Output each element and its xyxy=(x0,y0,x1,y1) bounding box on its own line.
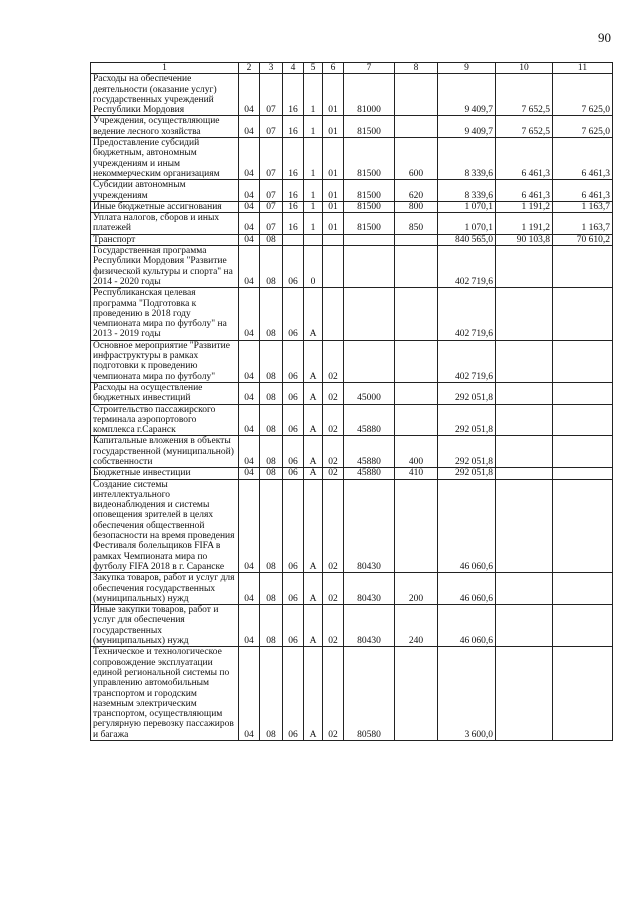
table-row xyxy=(91,479,613,573)
row-name: Капитальные вложения в объекты государственной (муниципальной) собственности xyxy=(91,436,239,468)
expense-type-code xyxy=(395,74,438,116)
expense-type-code xyxy=(395,404,438,436)
direction-code: 45880 xyxy=(344,404,395,436)
section-code: 04 xyxy=(239,74,260,116)
column-header: 9 xyxy=(438,63,496,74)
section-code: 04 xyxy=(239,479,260,573)
section-code: 04 xyxy=(239,340,260,382)
column-header: 11 xyxy=(553,63,613,74)
row-name: Закупка товаров, работ и услуг для обеспечения государственных (муниципальных) нужд xyxy=(91,573,239,605)
table-row xyxy=(91,647,613,741)
program-code: 16 xyxy=(283,201,304,212)
amount-col-11 xyxy=(553,404,613,436)
event-code xyxy=(323,288,344,340)
subprogram-code: А xyxy=(304,288,323,340)
program-code: 16 xyxy=(283,138,304,180)
column-header: 2 xyxy=(239,63,260,74)
program-code: 06 xyxy=(283,647,304,741)
subsection-code: 08 xyxy=(260,605,283,647)
amount-col-11: 70 610,2 xyxy=(553,234,613,245)
amount-col-10 xyxy=(496,468,553,479)
amount-col-10: 90 103,8 xyxy=(496,234,553,245)
subsection-code: 08 xyxy=(260,436,283,468)
amount-col-9: 1 070,1 xyxy=(438,213,496,235)
direction-code: 45880 xyxy=(344,468,395,479)
table-row xyxy=(91,74,613,116)
program-code: 16 xyxy=(283,74,304,116)
table-row xyxy=(91,605,613,647)
event-code: 02 xyxy=(323,340,344,382)
table-row xyxy=(91,288,613,340)
program-code: 06 xyxy=(283,382,304,404)
amount-col-11: 7 625,0 xyxy=(553,74,613,116)
amount-col-10 xyxy=(496,605,553,647)
amount-col-10: 7 652,5 xyxy=(496,74,553,116)
amount-col-9: 1 070,1 xyxy=(438,201,496,212)
column-header: 7 xyxy=(344,63,395,74)
amount-col-10 xyxy=(496,479,553,573)
amount-col-11 xyxy=(553,340,613,382)
column-header: 10 xyxy=(496,63,553,74)
amount-col-11: 6 461,3 xyxy=(553,180,613,202)
subprogram-code: 0 xyxy=(304,246,323,288)
row-name: Строительство пассажирского терминала аэропортового комплекса г.Саранск xyxy=(91,404,239,436)
direction-code: 81500 xyxy=(344,116,395,138)
table-row xyxy=(91,246,613,288)
row-name: Основное мероприятие "Развитие инфраструктуры в рамках подготовки к проведению чемпионата мира по футболу" xyxy=(91,340,239,382)
row-name: Расходы на осуществление бюджетных инвестиций xyxy=(91,382,239,404)
amount-col-11: 6 461,3 xyxy=(553,138,613,180)
amount-col-9: 46 060,6 xyxy=(438,605,496,647)
subsection-code: 07 xyxy=(260,213,283,235)
program-code: 06 xyxy=(283,468,304,479)
section-code: 04 xyxy=(239,116,260,138)
column-header: 8 xyxy=(395,63,438,74)
amount-col-11: 1 163,7 xyxy=(553,201,613,212)
expense-type-code: 850 xyxy=(395,213,438,235)
column-header: 1 xyxy=(91,63,239,74)
table-row xyxy=(91,201,613,212)
row-name: Транспорт xyxy=(91,234,239,245)
event-code: 02 xyxy=(323,382,344,404)
expense-type-code xyxy=(395,234,438,245)
amount-col-9: 46 060,6 xyxy=(438,573,496,605)
amount-col-9: 9 409,7 xyxy=(438,74,496,116)
row-name: Государственная программа Республики Мордовия "Развитие физической культуры и спорта" на 2014 - 2020 годы xyxy=(91,246,239,288)
row-name: Учреждения, осуществляющие ведение лесного хозяйства xyxy=(91,116,239,138)
subsection-code: 08 xyxy=(260,234,283,245)
subprogram-code: 1 xyxy=(304,74,323,116)
subprogram-code: А xyxy=(304,404,323,436)
row-name: Иные бюджетные ассигнования xyxy=(91,201,239,212)
program-code: 06 xyxy=(283,436,304,468)
direction-code: 80430 xyxy=(344,605,395,647)
amount-col-9: 8 339,6 xyxy=(438,180,496,202)
table-row xyxy=(91,138,613,180)
amount-col-10 xyxy=(496,288,553,340)
table-body xyxy=(91,74,613,741)
amount-col-10 xyxy=(496,436,553,468)
amount-col-10: 7 652,5 xyxy=(496,116,553,138)
subsection-code: 08 xyxy=(260,382,283,404)
subprogram-code: А xyxy=(304,647,323,741)
amount-col-10: 1 191,2 xyxy=(496,201,553,212)
section-code: 04 xyxy=(239,404,260,436)
program-code: 16 xyxy=(283,213,304,235)
row-name: Бюджетные инвестиции xyxy=(91,468,239,479)
amount-col-11 xyxy=(553,468,613,479)
table-row xyxy=(91,436,613,468)
subprogram-code: А xyxy=(304,479,323,573)
amount-col-11 xyxy=(553,605,613,647)
section-code: 04 xyxy=(239,468,260,479)
table-row xyxy=(91,573,613,605)
program-code: 06 xyxy=(283,288,304,340)
subprogram-code: 1 xyxy=(304,138,323,180)
event-code xyxy=(323,234,344,245)
subprogram-code: 1 xyxy=(304,116,323,138)
subprogram-code: 1 xyxy=(304,201,323,212)
direction-code: 80430 xyxy=(344,573,395,605)
expense-type-code xyxy=(395,116,438,138)
amount-col-11 xyxy=(553,436,613,468)
amount-col-11: 7 625,0 xyxy=(553,116,613,138)
column-header: 3 xyxy=(260,63,283,74)
program-code xyxy=(283,234,304,245)
section-code: 04 xyxy=(239,180,260,202)
section-code: 04 xyxy=(239,213,260,235)
amount-col-11 xyxy=(553,288,613,340)
column-header: 5 xyxy=(304,63,323,74)
amount-col-10 xyxy=(496,246,553,288)
expense-type-code: 620 xyxy=(395,180,438,202)
row-name: Техническое и технологическое сопровождение эксплуатации единой региональной системы по управлению автомобильным транспортом и городским наземным электрическим транспортом, осуществляющим регулярную перевозку пассажиров и багажа xyxy=(91,647,239,741)
column-header: 4 xyxy=(283,63,304,74)
amount-col-9: 46 060,6 xyxy=(438,479,496,573)
section-code: 04 xyxy=(239,382,260,404)
row-name: Республиканская целевая программа "Подготовка к проведению в 2018 году чемпионата мира по футболу" на 2013 - 2019 годы xyxy=(91,288,239,340)
amount-col-10: 1 191,2 xyxy=(496,213,553,235)
event-code: 02 xyxy=(323,468,344,479)
program-code: 16 xyxy=(283,180,304,202)
subsection-code: 08 xyxy=(260,573,283,605)
row-name: Предоставление субсидий бюджетным, автономным учреждениям и иным некоммерческим организациям xyxy=(91,138,239,180)
table-row xyxy=(91,404,613,436)
section-code: 04 xyxy=(239,288,260,340)
row-name: Создание системы интеллектуального видеонаблюдения и системы оповещения зрителей в целях обеспечения общественной безопасности на время проведения Фестиваля болельщиков FIFA в рамках Чемпионата мира по футболу FIFA 2018 в г. Саранске xyxy=(91,479,239,573)
subsection-code: 08 xyxy=(260,468,283,479)
amount-col-9: 9 409,7 xyxy=(438,116,496,138)
amount-col-10 xyxy=(496,340,553,382)
subprogram-code: 1 xyxy=(304,180,323,202)
direction-code xyxy=(344,234,395,245)
table-row xyxy=(91,468,613,479)
section-code: 04 xyxy=(239,647,260,741)
direction-code: 81500 xyxy=(344,213,395,235)
budget-table xyxy=(90,62,613,741)
direction-code: 81500 xyxy=(344,201,395,212)
amount-col-10 xyxy=(496,647,553,741)
subsection-code: 08 xyxy=(260,340,283,382)
subprogram-code: А xyxy=(304,436,323,468)
direction-code xyxy=(344,246,395,288)
table-row xyxy=(91,116,613,138)
subsection-code: 07 xyxy=(260,116,283,138)
row-name: Уплата налогов, сборов и иных платежей xyxy=(91,213,239,235)
page-number: 90 xyxy=(598,30,611,45)
header-row xyxy=(91,63,613,74)
expense-type-code xyxy=(395,246,438,288)
table-row xyxy=(91,234,613,245)
subsection-code: 07 xyxy=(260,180,283,202)
subprogram-code: А xyxy=(304,605,323,647)
program-code: 06 xyxy=(283,573,304,605)
program-code: 16 xyxy=(283,116,304,138)
table-row xyxy=(91,382,613,404)
subsection-code: 08 xyxy=(260,647,283,741)
amount-col-9: 292 051,8 xyxy=(438,382,496,404)
amount-col-10 xyxy=(496,573,553,605)
program-code: 06 xyxy=(283,340,304,382)
expense-type-code xyxy=(395,288,438,340)
section-code: 04 xyxy=(239,138,260,180)
expense-type-code: 800 xyxy=(395,201,438,212)
expense-type-code: 410 xyxy=(395,468,438,479)
program-code: 06 xyxy=(283,479,304,573)
amount-col-11 xyxy=(553,246,613,288)
expense-type-code xyxy=(395,340,438,382)
event-code: 02 xyxy=(323,404,344,436)
amount-col-11 xyxy=(553,573,613,605)
event-code: 02 xyxy=(323,647,344,741)
program-code: 06 xyxy=(283,246,304,288)
amount-col-11: 1 163,7 xyxy=(553,213,613,235)
amount-col-10: 6 461,3 xyxy=(496,180,553,202)
amount-col-10: 6 461,3 xyxy=(496,138,553,180)
section-code: 04 xyxy=(239,605,260,647)
event-code: 01 xyxy=(323,180,344,202)
amount-col-9: 292 051,8 xyxy=(438,404,496,436)
section-code: 04 xyxy=(239,234,260,245)
section-code: 04 xyxy=(239,573,260,605)
program-code: 06 xyxy=(283,605,304,647)
subprogram-code xyxy=(304,234,323,245)
event-code: 01 xyxy=(323,74,344,116)
amount-col-9: 402 719,6 xyxy=(438,246,496,288)
expense-type-code xyxy=(395,647,438,741)
amount-col-10 xyxy=(496,404,553,436)
expense-type-code xyxy=(395,479,438,573)
direction-code: 45880 xyxy=(344,436,395,468)
event-code: 01 xyxy=(323,116,344,138)
subsection-code: 07 xyxy=(260,201,283,212)
direction-code: 45000 xyxy=(344,382,395,404)
expense-type-code: 600 xyxy=(395,138,438,180)
event-code: 01 xyxy=(323,213,344,235)
direction-code: 80430 xyxy=(344,479,395,573)
amount-col-11 xyxy=(553,382,613,404)
row-name: Субсидии автономным учреждениям xyxy=(91,180,239,202)
direction-code: 80580 xyxy=(344,647,395,741)
subprogram-code: 1 xyxy=(304,213,323,235)
event-code: 02 xyxy=(323,605,344,647)
section-code: 04 xyxy=(239,436,260,468)
subsection-code: 07 xyxy=(260,138,283,180)
expense-type-code: 400 xyxy=(395,436,438,468)
subprogram-code: А xyxy=(304,382,323,404)
event-code: 02 xyxy=(323,436,344,468)
amount-col-9: 402 719,6 xyxy=(438,288,496,340)
expense-type-code: 240 xyxy=(395,605,438,647)
amount-col-9: 402 719,6 xyxy=(438,340,496,382)
expense-type-code: 200 xyxy=(395,573,438,605)
subsection-code: 08 xyxy=(260,479,283,573)
subsection-code: 08 xyxy=(260,404,283,436)
amount-col-9: 840 565,0 xyxy=(438,234,496,245)
amount-col-9: 292 051,8 xyxy=(438,436,496,468)
subprogram-code: А xyxy=(304,468,323,479)
row-name: Иные закупки товаров, работ и услуг для обеспечения государственных (муниципальных) нужд xyxy=(91,605,239,647)
event-code: 01 xyxy=(323,138,344,180)
amount-col-9: 8 339,6 xyxy=(438,138,496,180)
event-code: 02 xyxy=(323,479,344,573)
direction-code xyxy=(344,288,395,340)
amount-col-11 xyxy=(553,479,613,573)
amount-col-11 xyxy=(553,647,613,741)
section-code: 04 xyxy=(239,246,260,288)
direction-code: 81500 xyxy=(344,138,395,180)
direction-code xyxy=(344,340,395,382)
amount-col-9: 3 600,0 xyxy=(438,647,496,741)
program-code: 06 xyxy=(283,404,304,436)
event-code: 02 xyxy=(323,573,344,605)
event-code xyxy=(323,246,344,288)
table-row xyxy=(91,213,613,235)
direction-code: 81500 xyxy=(344,180,395,202)
direction-code: 81000 xyxy=(344,74,395,116)
event-code: 01 xyxy=(323,201,344,212)
subsection-code: 08 xyxy=(260,288,283,340)
amount-col-10 xyxy=(496,382,553,404)
subprogram-code: А xyxy=(304,340,323,382)
table-row xyxy=(91,340,613,382)
row-name: Расходы на обеспечение деятельности (оказание услуг) государственных учреждений Республики Мордовия xyxy=(91,74,239,116)
amount-col-9: 292 051,8 xyxy=(438,468,496,479)
table-row xyxy=(91,180,613,202)
section-code: 04 xyxy=(239,201,260,212)
subsection-code: 07 xyxy=(260,74,283,116)
subprogram-code: А xyxy=(304,573,323,605)
column-header: 6 xyxy=(323,63,344,74)
expense-type-code xyxy=(395,382,438,404)
subsection-code: 08 xyxy=(260,246,283,288)
